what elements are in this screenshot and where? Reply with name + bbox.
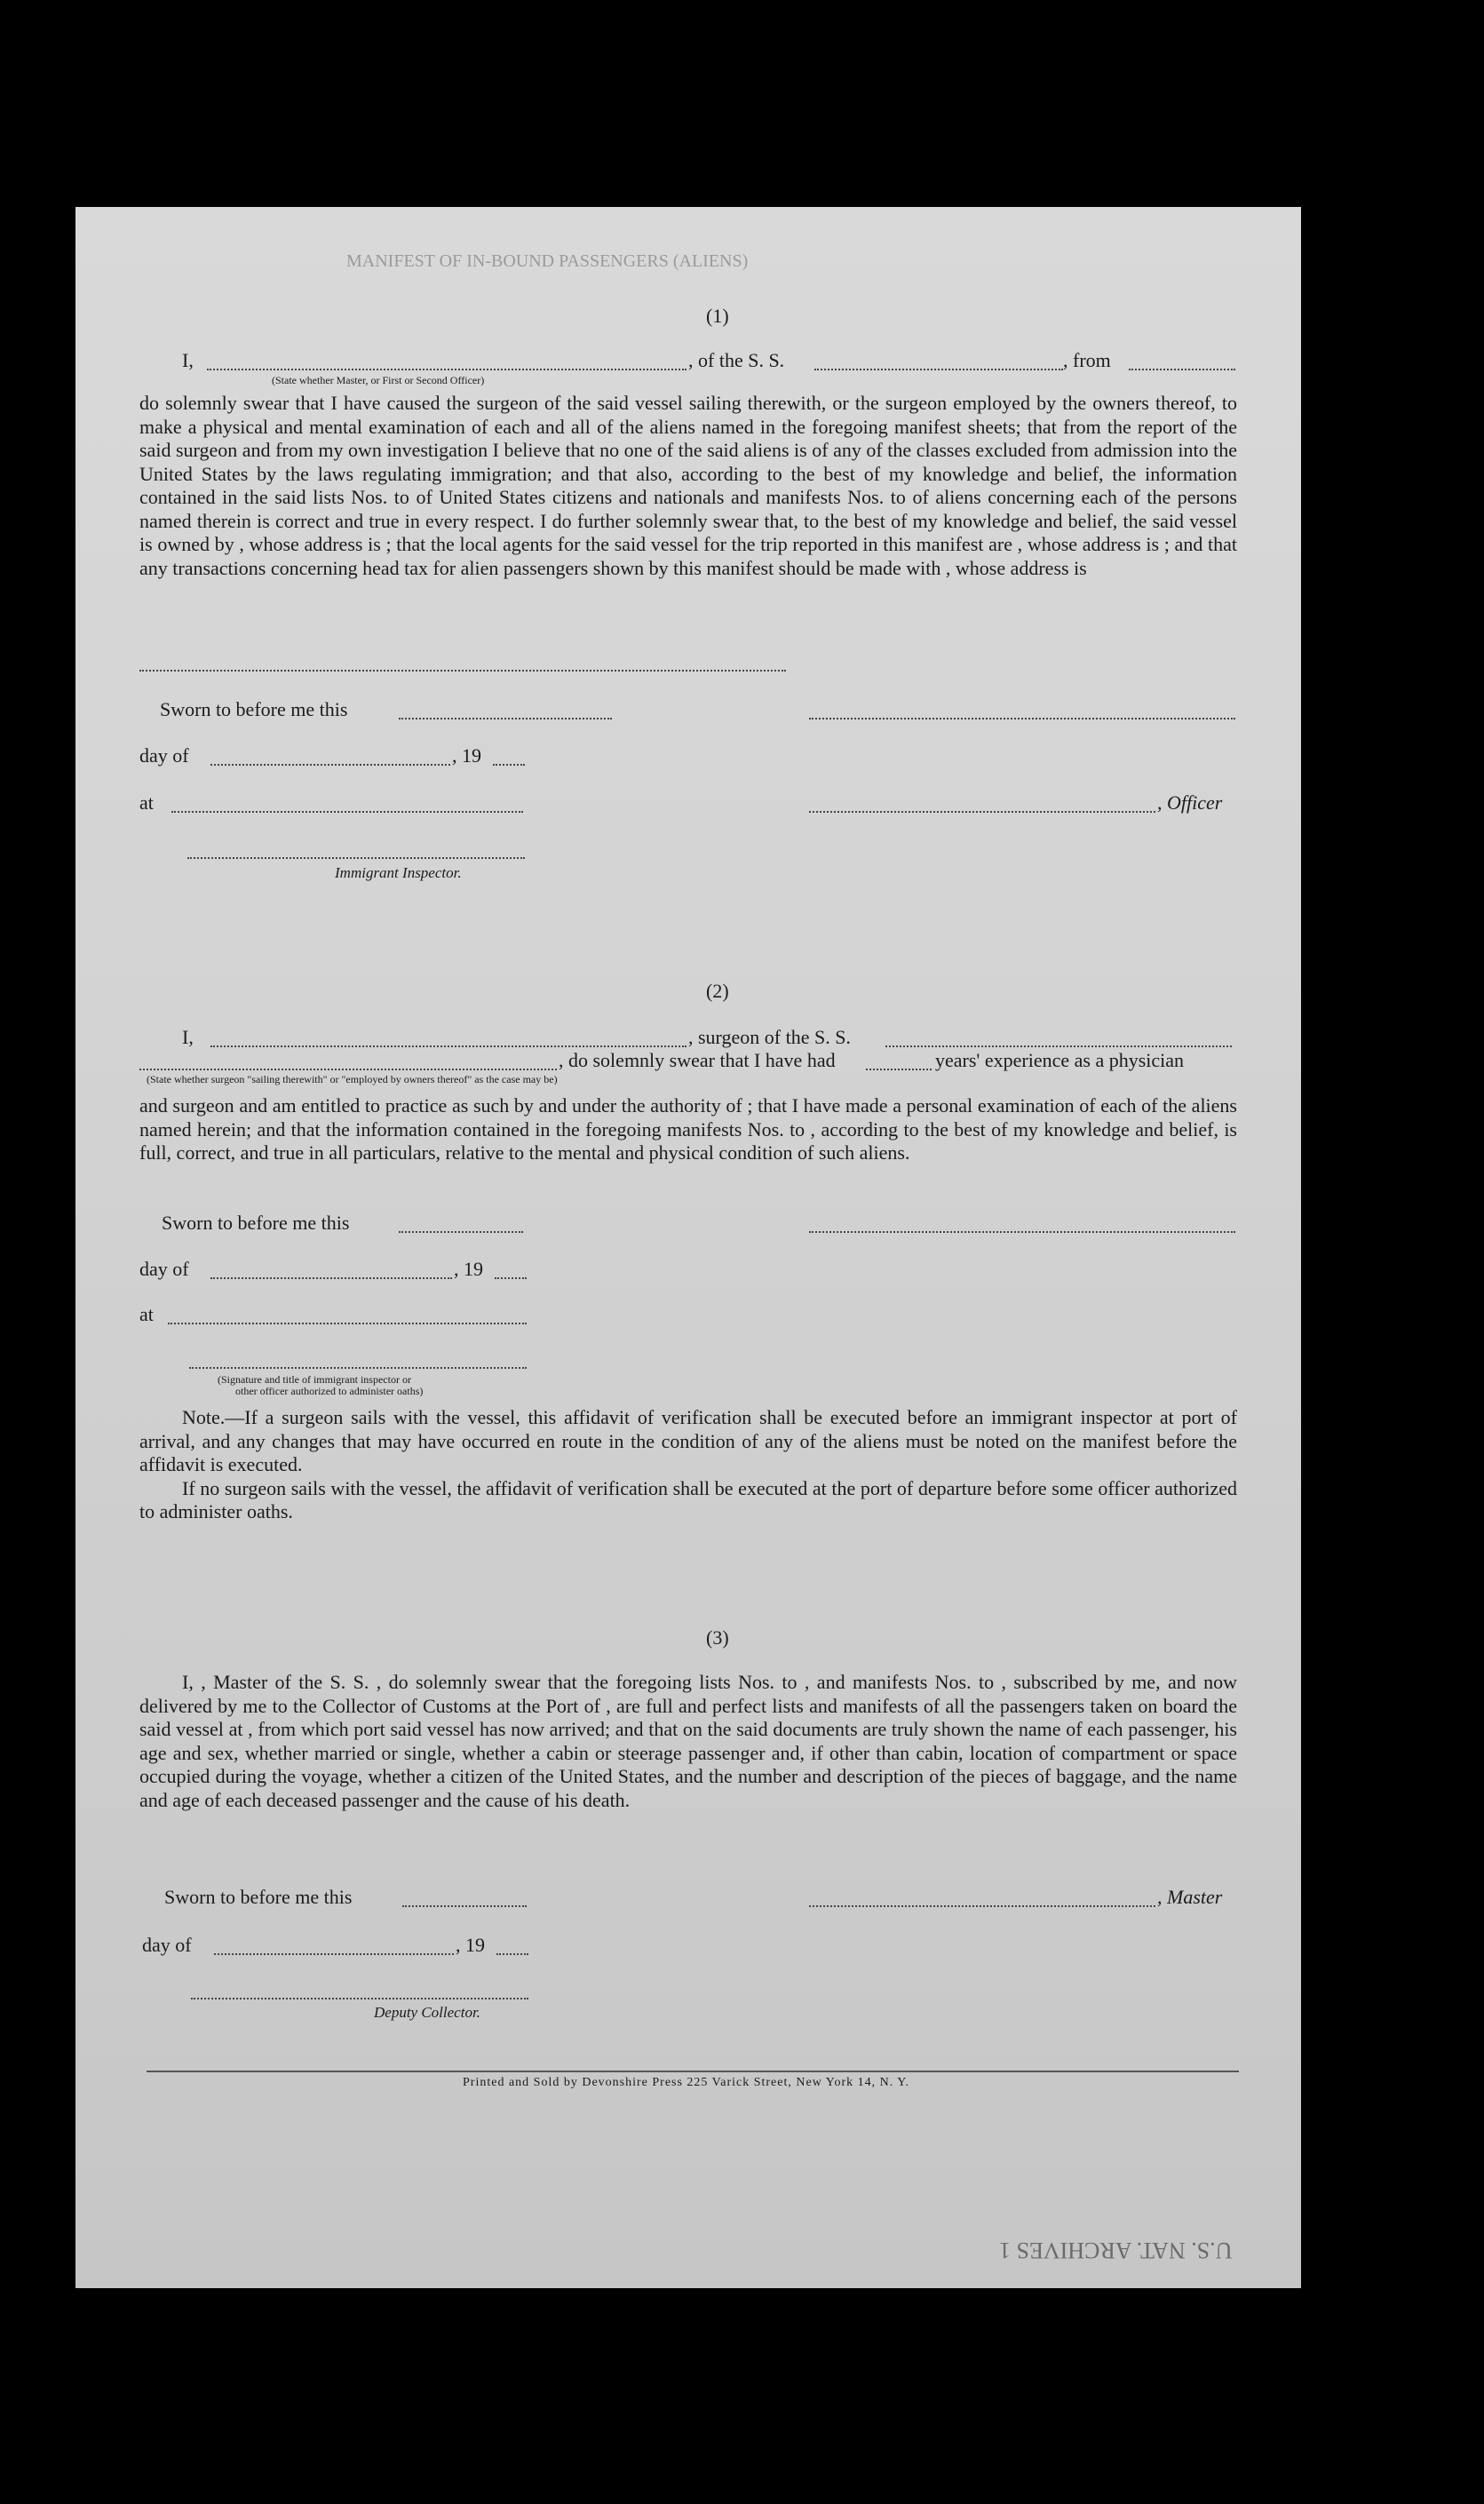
section-3-year: , 19 bbox=[456, 1934, 485, 1956]
section-3-day-of: day of bbox=[142, 1934, 192, 1956]
officer-name-field[interactable] bbox=[207, 369, 686, 370]
section-2-surgeon-of: , surgeon of the S. S. bbox=[688, 1026, 851, 1048]
section-2-officer-signature-field[interactable] bbox=[189, 1367, 527, 1369]
section-1-sworn-date-field[interactable] bbox=[399, 718, 612, 719]
binder-hole bbox=[1390, 2079, 1431, 2119]
section-3-sworn: Sworn to before me this bbox=[164, 1886, 353, 1908]
faint-manifest-title: MANIFEST OF IN-BOUND PASSENGERS (ALIENS) bbox=[346, 251, 749, 271]
section-1-year-field[interactable] bbox=[493, 764, 525, 766]
from-port-field[interactable] bbox=[1129, 369, 1235, 370]
years-experience-field[interactable] bbox=[866, 1069, 932, 1070]
section-2-year: , 19 bbox=[454, 1258, 483, 1280]
section-2-body: and surgeon and am entitled to practice as such by and under the authority of ; that I have made a personal examination of each of the aliens named herein; and that the information contained in the foregoing manifests Nos. to , according to the best of my knowledge and belief, is full, correct, and true in all particulars, relative to the mental and physical condition of such aliens. bbox=[139, 1094, 1237, 1164]
section-1-year: , 19 bbox=[452, 744, 481, 767]
section-2-caption: (State whether surgeon "sailing therewith" or "employed by owners thereof" as the case may be) bbox=[147, 1073, 558, 1085]
section-3-master-label: , Master bbox=[1157, 1886, 1223, 1908]
section-1-officer-field[interactable] bbox=[809, 811, 1155, 813]
binder-hole bbox=[1372, 411, 1413, 452]
binder-hole bbox=[1384, 2207, 1424, 2248]
inspector-signature-field[interactable] bbox=[187, 857, 525, 859]
section-2-signature-field[interactable] bbox=[809, 1231, 1235, 1233]
section-3-number: (3) bbox=[706, 1626, 729, 1649]
footer-rule bbox=[147, 2071, 1239, 2072]
section-1-inspector-caption: Immigrant Inspector. bbox=[335, 864, 462, 881]
section-2-day-of: day of bbox=[139, 1258, 189, 1280]
binder-hole bbox=[1370, 1719, 1411, 1760]
section-2-vessel-field[interactable] bbox=[885, 1045, 1232, 1047]
section-3-year-field[interactable] bbox=[496, 1953, 528, 1955]
section-2-solemnly: , do solemnly swear that I have had bbox=[559, 1049, 836, 1071]
section-2-at: at bbox=[139, 1303, 154, 1325]
section-1-from: , from bbox=[1063, 349, 1111, 371]
section-2-i: I, bbox=[182, 1026, 194, 1048]
section-2-place-field[interactable] bbox=[168, 1323, 527, 1324]
binder-hole bbox=[1370, 1594, 1411, 1635]
surgeon-status-field[interactable] bbox=[139, 1069, 557, 1070]
section-1-day-of: day of bbox=[139, 744, 189, 767]
binder-hole bbox=[1350, 268, 1391, 309]
section-1-body: do solemnly swear that I have caused the surgeon of the said vessel sailing therewith, or the surgeon employed by the owners thereof, to make a physical and mental examination of each and all of the aliens named in the foregoing manifest sheets; that from the report of the said surgeon and from my own investigation I believe that no one of the said aliens is of any of the classes excluded from admission into the United States by the laws regulating immigration; and that also, according to the best of my knowledge and belief, the information contained in the said lists Nos. to of United States citizens and nationals and manifests Nos. to of aliens concerning each of the persons named therein is correct and true in every respect. I do further solemnly swear that, to the best of my knowledge and belief, the said vessel is owned by , whose address is ; that the local agents for the said vessel for the trip reported in this manifest are , whose address is ; and that any transactions concerning head tax for alien passengers shown by this manifest should be made with , whose address is bbox=[139, 392, 1237, 579]
section-2-month-field[interactable] bbox=[210, 1277, 452, 1279]
vessel-name-field[interactable] bbox=[814, 369, 1063, 370]
section-2-sworn: Sworn to before me this bbox=[162, 1212, 350, 1234]
section-1-signature-field[interactable] bbox=[809, 718, 1235, 719]
section-2-number: (2) bbox=[706, 980, 729, 1002]
section-1-at: at bbox=[139, 791, 154, 814]
section-2-sig-caption-2: other officer authorized to administer oaths) bbox=[235, 1385, 424, 1397]
section-3-deputy-caption: Deputy Collector. bbox=[374, 2004, 480, 2021]
section-1-officer-label: , Officer bbox=[1157, 791, 1223, 814]
section-2-note: Note.—If a surgeon sails with the vessel, this affidavit of verification shall be executed before an immigrant inspector at port of arrival, and any changes that may have occurred en route in the condition of any of the aliens must be noted on the manifest before the affidavit is executed. If no surgeon sails with the vessel, the affidavit of verification shall be executed at the port of departure before some officer authorized to administer oaths. bbox=[139, 1406, 1237, 1522]
address-continuation-field[interactable] bbox=[139, 670, 786, 672]
section-1-of-ss: , of the S. S. bbox=[688, 349, 785, 371]
form-sheet bbox=[75, 207, 1301, 2288]
section-2-sig-caption-1: (Signature and title of immigrant inspector or bbox=[218, 1373, 411, 1386]
section-1-number: (1) bbox=[706, 305, 729, 327]
section-1-caption: (State whether Master, or First or Second Officer) bbox=[272, 374, 485, 386]
section-2-years-experience: years' experience as a physician bbox=[935, 1049, 1185, 1071]
section-3-master-signature-field[interactable] bbox=[809, 1905, 1155, 1907]
section-3-month-field[interactable] bbox=[214, 1953, 454, 1955]
section-2-year-field[interactable] bbox=[495, 1277, 527, 1279]
surgeon-name-field[interactable] bbox=[210, 1045, 686, 1047]
section-1-i: I, bbox=[182, 349, 194, 371]
section-1-sworn: Sworn to before me this bbox=[160, 698, 348, 720]
section-1-month-field[interactable] bbox=[210, 764, 450, 766]
deputy-collector-signature-field[interactable] bbox=[191, 1998, 528, 1999]
section-3-body: I, , Master of the S. S. , do solemnly swear that the foregoing lists Nos. to , and manifests Nos. to , subscribed by me, and now delivered by me to the Collector of Customs at the Port of , are full and perfect lists and manifests of all the passengers taken on board the said vessel at , from which port said vessel has now arrived; and that on the said documents are truly shown the name of each passenger, his age and sex, whether married or single, whether a cabin or steerage passenger and, if other than cabin, location of compartment or space occupied during the voyage, whether a citizen of the United States, and the number and description of the pieces of baggage, and the name and age of each deceased passenger and the cause of his death. bbox=[139, 1671, 1237, 1811]
archive-stamp: U.S. NAT. ARCHIVES 1 bbox=[999, 2238, 1233, 2263]
binder-hole bbox=[1357, 895, 1398, 936]
binder-hole bbox=[1359, 773, 1400, 814]
section-3-sworn-date-field[interactable] bbox=[402, 1905, 527, 1907]
printer-credit: Printed and Sold by Devonshire Press 225 Varick Street, New York 14, N. Y. bbox=[463, 2076, 910, 2089]
section-2-sworn-date-field[interactable] bbox=[399, 1231, 523, 1233]
binder-hole bbox=[1372, 1233, 1413, 1274]
section-1-place-field[interactable] bbox=[171, 811, 523, 813]
